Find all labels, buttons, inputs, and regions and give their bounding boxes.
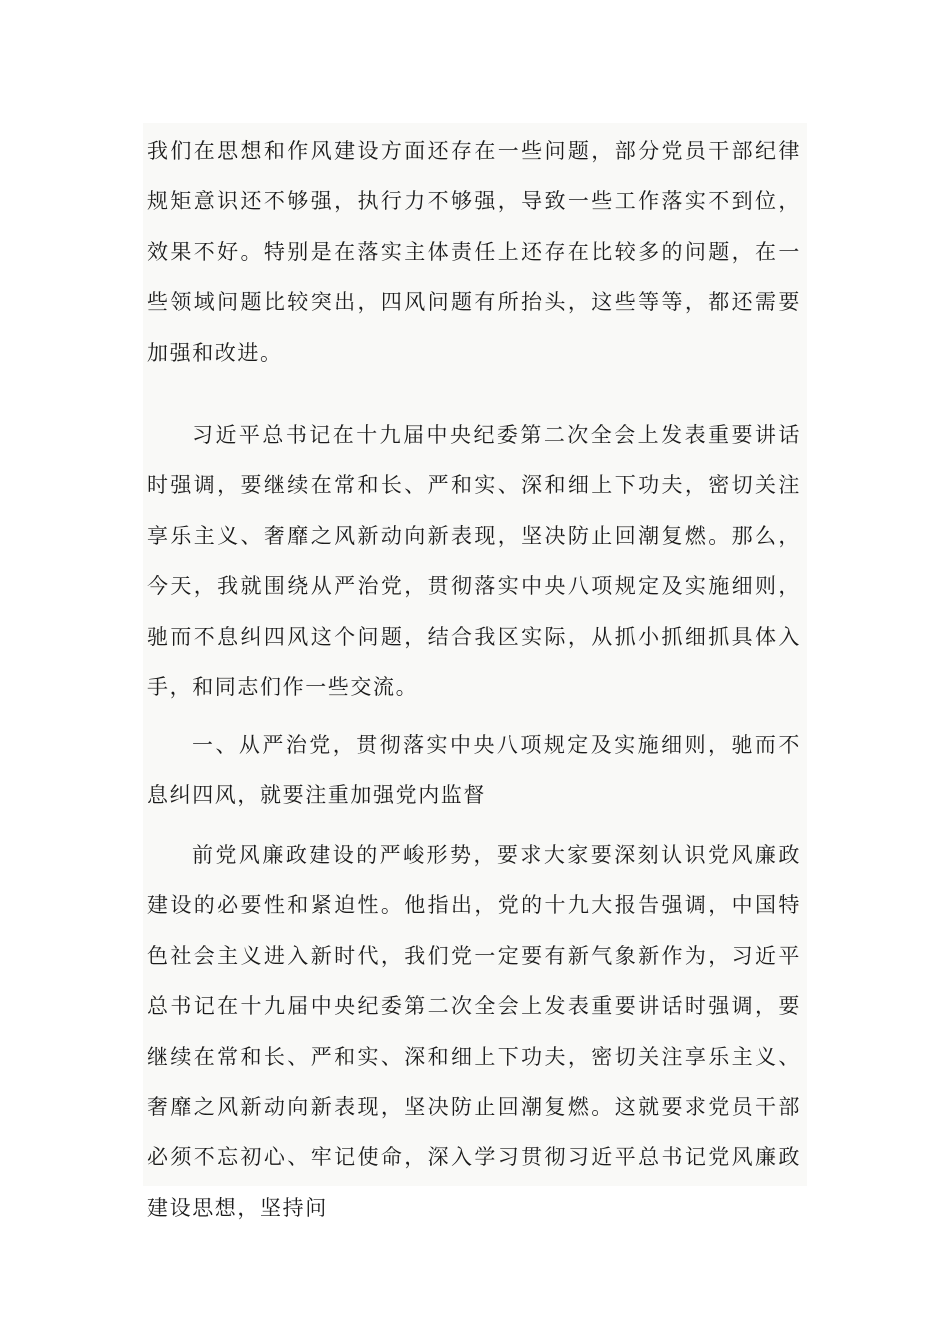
section-heading-1: 一、从严治党，贯彻落实中央八项规定及实施细则，驰而不息纠四风，就要注重加强党内监督 <box>147 733 801 808</box>
paragraph-3: 前党风廉政建设的严峻形势，要求大家要深刻认识党风廉政建设的必要性和紧迫性。他指出，党的十九大报告强调，中国特色社会主义进入新时代，我们党一定要有新气象新作为，习近平总书记在十九届中央纪委第二次全会上发表重要讲话时强调，要继续在常和长、严和实、深和细上下功夫，密切关注享乐主义、奢靡之风新动向新表现，坚决防止回潮复燃。这就要求党员干部必须不忘初心、牢记使命，深入学习贯彻习近平总书记党风廉政建设思想，坚持问 <box>147 843 801 1220</box>
paragraph-2: 习近平总书记在十九届中央纪委第二次全会上发表重要讲话时强调，要继续在常和长、严和实、深和细上下功夫，密切关注享乐主义、奢靡之风新动向新表现，坚决防止回潮复燃。那么，今天，我就围绕从严治党，贯彻落实中央八项规定及实施细则，驰而不息纠四风这个问题，结合我区实际，从抓小抓细抓具体入手，和同志们作一些交流。 <box>147 423 801 700</box>
paragraph-1: 我们在思想和作风建设方面还存在一些问题，部分党员干部纪律规矩意识还不够强，执行力不够强，导致一些工作落实不到位，效果不好。特别是在落实主体责任上还存在比较多的问题，在一些领域问题比较突出，四风问题有所抬头，这些等等，都还需要加强和改进。 <box>147 139 801 365</box>
